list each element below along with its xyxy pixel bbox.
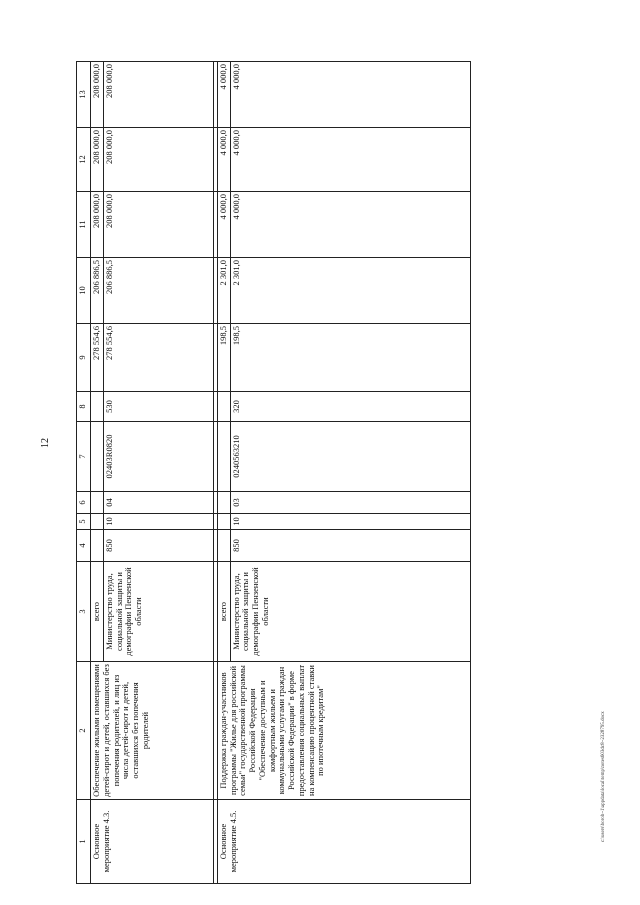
csr-code: 02403R0820	[103, 422, 213, 492]
csr-code: 0240563210	[230, 422, 470, 492]
vr-code: 320	[230, 392, 470, 422]
amount-cell: 4 000,0	[217, 62, 230, 128]
rz-code: 10	[103, 514, 213, 530]
amount-cell: 2 301,0	[230, 258, 470, 324]
footer-file-path: c:\users\boroh~1\appdata\local\temp\notes603dc8~2328795.docx	[601, 711, 606, 842]
column-number: 2	[77, 662, 91, 800]
column-number-row	[77, 62, 91, 884]
column-number: 3	[77, 562, 91, 662]
event-description: Обеспечение жилыми помещениями детей-сирот и детей, оставшихся без попечения родителей, и лиц из числа детей-сирот и детей, оставшихся без попечения родителей	[91, 662, 214, 800]
grbs-code: 850	[230, 530, 470, 562]
table-row	[91, 62, 104, 884]
total-label: всего	[217, 562, 230, 662]
amount-cell: 208 000,0	[103, 128, 213, 192]
column-number: 10	[77, 258, 91, 324]
grbs-code: 850	[103, 530, 213, 562]
column-number: 5	[77, 514, 91, 530]
amount-cell: 198,5	[230, 324, 470, 392]
amount-cell: 208 000,0	[91, 62, 104, 128]
amount-cell: 4 000,0	[217, 192, 230, 258]
amount-cell: 206 886,5	[103, 258, 213, 324]
amount-cell: 206 886,5	[91, 258, 104, 324]
amount-cell: 4 000,0	[230, 128, 470, 192]
event-description: Поддержка граждан-участников программы "Жилье для российской семьи" государственной программы Российской Федерации "Обеспечение доступным и комфортным жильем и коммунальными услугами граждан Российской Федерации" в форме предоставления социальных выплат на компенсацию процентной ставки по ипотечным кредитам"	[217, 662, 470, 800]
column-number: 13	[77, 62, 91, 128]
amount-cell: 2 301,0	[217, 258, 230, 324]
amount-cell: 4 000,0	[230, 192, 470, 258]
amount-cell: 208 000,0	[91, 192, 104, 258]
column-number: 6	[77, 492, 91, 514]
column-number: 4	[77, 530, 91, 562]
column-number: 9	[77, 324, 91, 392]
column-number: 12	[77, 128, 91, 192]
executor-name: Министерство труда, социальной защиты и демографии Пензенской области	[103, 562, 213, 662]
amount-cell: 278 554,6	[103, 324, 213, 392]
program-table	[76, 62, 606, 884]
amount-cell: 208 000,0	[103, 62, 213, 128]
column-number: 8	[77, 392, 91, 422]
amount-cell: 208 000,0	[91, 128, 104, 192]
vr-code: 530	[103, 392, 213, 422]
amount-cell: 198,5	[217, 324, 230, 392]
event-name: Основное мероприятие 4.5.	[217, 800, 470, 884]
amount-cell: 4 000,0	[217, 128, 230, 192]
pr-code: 03	[230, 492, 470, 514]
column-number: 7	[77, 422, 91, 492]
table-row	[217, 62, 230, 884]
executor-name: Министерство труда, социальной защиты и демографии Пензенской области	[230, 562, 470, 662]
rz-code: 10	[230, 514, 470, 530]
column-number: 11	[77, 192, 91, 258]
amount-cell: 4 000,0	[230, 62, 470, 128]
total-label: всего	[91, 562, 104, 662]
amount-cell: 278 554,6	[91, 324, 104, 392]
amount-cell: 208 000,0	[103, 192, 213, 258]
column-number: 1	[77, 800, 91, 884]
event-name: Основное мероприятие 4.3.	[91, 800, 214, 884]
page-number: 12	[40, 438, 51, 448]
pr-code: 04	[103, 492, 213, 514]
